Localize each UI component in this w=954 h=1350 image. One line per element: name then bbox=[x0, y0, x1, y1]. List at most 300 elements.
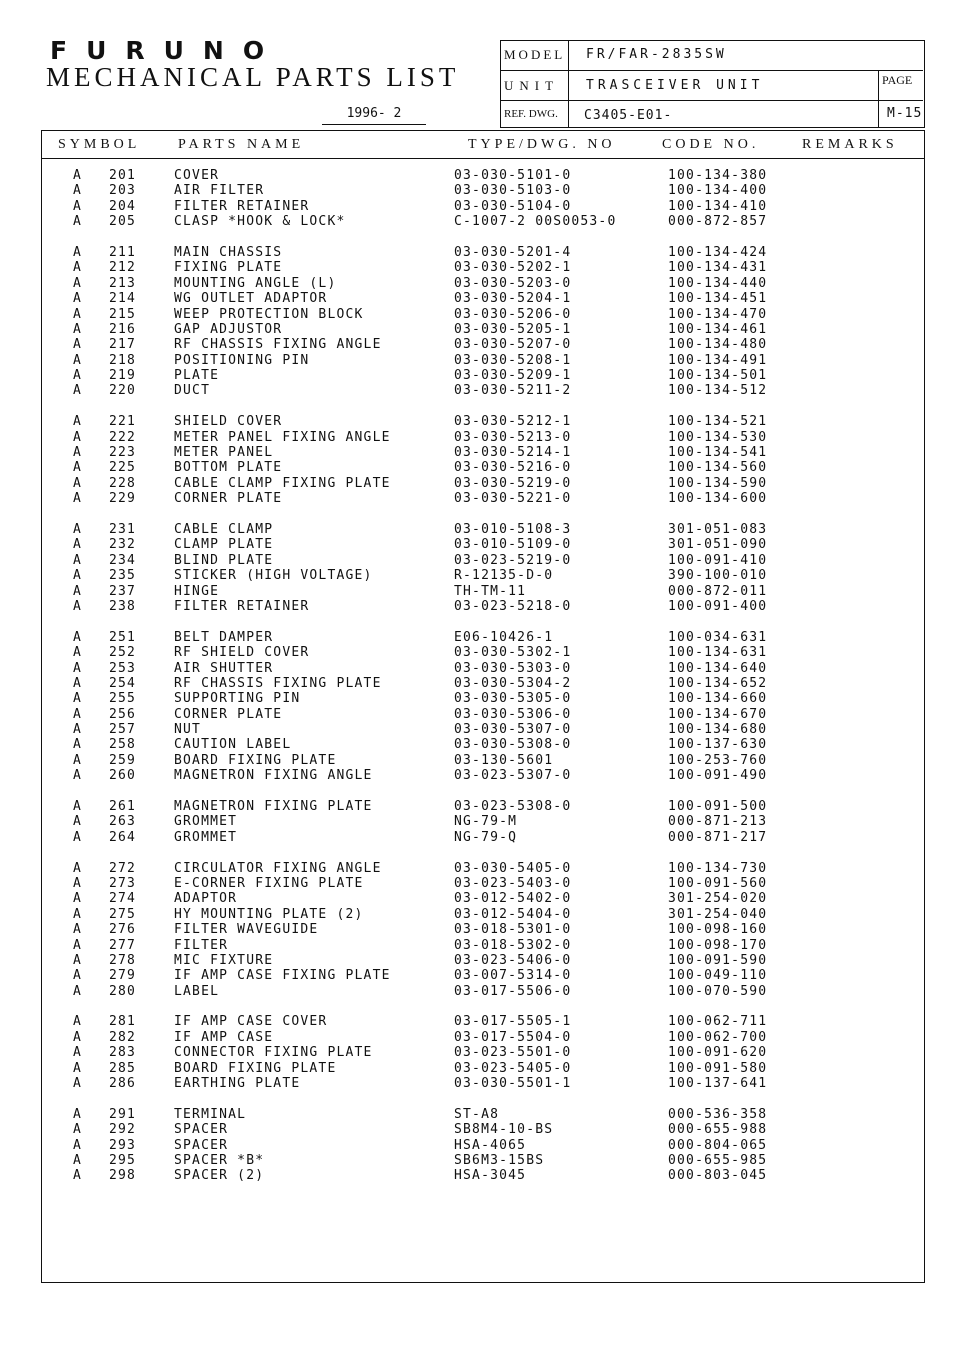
cell-part-name: PLATE bbox=[174, 368, 220, 384]
cell-code-no: 100-049-110 bbox=[668, 968, 768, 984]
table-row bbox=[42, 168, 924, 183]
cell-code-no: 301-051-083 bbox=[668, 521, 768, 537]
cell-symbol: A bbox=[73, 414, 83, 430]
table-row bbox=[42, 861, 924, 876]
cell-number: 264 bbox=[109, 829, 137, 845]
cell-number: 261 bbox=[109, 799, 137, 815]
cell-number: 273 bbox=[109, 875, 137, 891]
cell-part-name: BOARD FIXING PLATE bbox=[174, 1060, 337, 1076]
cell-type-dwg: 03-017-5504-0 bbox=[454, 1029, 572, 1045]
cell-symbol: A bbox=[73, 1122, 83, 1138]
cell-code-no: 100-134-431 bbox=[668, 260, 768, 276]
unit-value: TRASCEIVER UNIT bbox=[586, 78, 764, 93]
cell-type-dwg: 03-030-5501-1 bbox=[454, 1076, 572, 1092]
cell-code-no: 100-134-470 bbox=[668, 306, 768, 322]
cell-symbol: A bbox=[73, 675, 83, 691]
table-row bbox=[42, 337, 924, 352]
cell-code-no: 000-655-985 bbox=[668, 1153, 768, 1168]
table-row bbox=[42, 922, 924, 937]
cell-type-dwg: 03-012-5402-0 bbox=[454, 891, 572, 907]
cell-type-dwg: 03-023-5218-0 bbox=[454, 598, 572, 614]
table-row bbox=[42, 707, 924, 722]
col-type-dwg: TYPE/DWG. NO bbox=[468, 137, 616, 152]
cell-number: 257 bbox=[109, 722, 137, 738]
cell-symbol: A bbox=[73, 260, 83, 276]
cell-code-no: 100-134-670 bbox=[668, 706, 768, 722]
cell-number: 201 bbox=[109, 168, 137, 183]
table-row bbox=[42, 353, 924, 368]
cell-part-name: RF SHIELD COVER bbox=[174, 645, 310, 661]
cell-symbol: A bbox=[73, 737, 83, 753]
cell-code-no: 000-871-217 bbox=[668, 829, 768, 845]
table-row bbox=[42, 984, 924, 999]
table-row bbox=[42, 1168, 924, 1183]
cell-symbol: A bbox=[73, 952, 83, 968]
cell-number: 216 bbox=[109, 321, 137, 337]
cell-code-no: 100-091-500 bbox=[668, 799, 768, 815]
cell-code-no: 100-134-590 bbox=[668, 475, 768, 491]
cell-type-dwg: 03-010-5108-3 bbox=[454, 521, 572, 537]
cell-code-no: 100-134-410 bbox=[668, 198, 768, 214]
table-row bbox=[42, 1076, 924, 1091]
cell-type-dwg: HSA-3045 bbox=[454, 1168, 527, 1184]
cell-code-no: 100-134-501 bbox=[668, 368, 768, 384]
cell-code-no: 100-134-380 bbox=[668, 168, 768, 183]
table-row bbox=[42, 1107, 924, 1122]
column-header-row bbox=[42, 131, 924, 159]
cell-part-name: MAGNETRON FIXING ANGLE bbox=[174, 768, 373, 784]
cell-type-dwg: 03-012-5404-0 bbox=[454, 906, 572, 922]
cell-type-dwg: 03-030-5308-0 bbox=[454, 737, 572, 753]
cell-symbol: A bbox=[73, 768, 83, 784]
table-row bbox=[42, 307, 924, 322]
cell-type-dwg: 03-023-5406-0 bbox=[454, 952, 572, 968]
cell-code-no: 301-254-040 bbox=[668, 906, 768, 922]
cell-number: 291 bbox=[109, 1106, 137, 1122]
cell-type-dwg: 03-030-5213-0 bbox=[454, 429, 572, 445]
cell-code-no: 100-134-521 bbox=[668, 414, 768, 430]
cell-number: 276 bbox=[109, 922, 137, 938]
cell-code-no: 000-655-988 bbox=[668, 1122, 768, 1138]
cell-type-dwg: 03-030-5211-2 bbox=[454, 383, 572, 399]
cell-code-no: 301-051-090 bbox=[668, 537, 768, 553]
cell-type-dwg: 03-023-5403-0 bbox=[454, 875, 572, 891]
cell-symbol: A bbox=[73, 1060, 83, 1076]
cell-symbol: A bbox=[73, 521, 83, 537]
cell-number: 281 bbox=[109, 1014, 137, 1030]
table-row bbox=[42, 414, 924, 429]
cell-code-no: 000-803-045 bbox=[668, 1168, 768, 1184]
cell-type-dwg: 03-018-5301-0 bbox=[454, 922, 572, 938]
table-row bbox=[42, 722, 924, 737]
title-block bbox=[500, 40, 925, 128]
cell-part-name: GROMMET bbox=[174, 829, 238, 845]
cell-symbol: A bbox=[73, 814, 83, 830]
cell-symbol: A bbox=[73, 922, 83, 938]
table-row bbox=[42, 522, 924, 537]
cell-number: 223 bbox=[109, 445, 137, 461]
table-row bbox=[42, 737, 924, 752]
cell-code-no: 100-091-560 bbox=[668, 875, 768, 891]
cell-part-name: IF AMP CASE COVER bbox=[174, 1014, 328, 1030]
cell-type-dwg: TH-TM-11 bbox=[454, 583, 527, 599]
cell-code-no: 000-872-011 bbox=[668, 583, 768, 599]
cell-type-dwg: 03-030-5207-0 bbox=[454, 337, 572, 353]
cell-symbol: A bbox=[73, 552, 83, 568]
cell-part-name: SPACER *B* bbox=[174, 1153, 265, 1168]
table-row bbox=[42, 553, 924, 568]
cell-symbol: A bbox=[73, 645, 83, 661]
table-row bbox=[42, 953, 924, 968]
cell-code-no: 100-134-631 bbox=[668, 645, 768, 661]
cell-type-dwg: 03-018-5302-0 bbox=[454, 937, 572, 953]
cell-part-name: MIC FIXTURE bbox=[174, 952, 274, 968]
table-row bbox=[42, 938, 924, 953]
cell-type-dwg: 03-023-5307-0 bbox=[454, 768, 572, 784]
cell-part-name: CLASP *HOOK & LOCK* bbox=[174, 214, 346, 230]
cell-number: 278 bbox=[109, 952, 137, 968]
cell-number: 225 bbox=[109, 460, 137, 476]
table-row bbox=[42, 491, 924, 506]
cell-part-name: CLAMP PLATE bbox=[174, 537, 274, 553]
cell-part-name: METER PANEL bbox=[174, 445, 274, 461]
table-row bbox=[42, 1014, 924, 1029]
cell-part-name: IF AMP CASE bbox=[174, 1029, 274, 1045]
cell-code-no: 100-134-680 bbox=[668, 722, 768, 738]
cell-symbol: A bbox=[73, 183, 83, 199]
cell-type-dwg: 03-023-5405-0 bbox=[454, 1060, 572, 1076]
cell-number: 251 bbox=[109, 629, 137, 645]
cell-symbol: A bbox=[73, 691, 83, 707]
cell-part-name: METER PANEL FIXING ANGLE bbox=[174, 429, 391, 445]
cell-type-dwg: 03-030-5202-1 bbox=[454, 260, 572, 276]
cell-part-name: TERMINAL bbox=[174, 1106, 247, 1122]
cell-number: 254 bbox=[109, 675, 137, 691]
model-label: MODEL bbox=[504, 47, 566, 62]
cell-type-dwg: 03-017-5505-1 bbox=[454, 1014, 572, 1030]
cell-number: 253 bbox=[109, 660, 137, 676]
cell-part-name: STICKER (HIGH VOLTAGE) bbox=[174, 568, 373, 584]
cell-code-no: 100-098-170 bbox=[668, 937, 768, 953]
cell-symbol: A bbox=[73, 722, 83, 738]
table-row bbox=[42, 260, 924, 275]
cell-part-name: AIR FILTER bbox=[174, 183, 265, 199]
cell-symbol: A bbox=[73, 168, 83, 183]
cell-symbol: A bbox=[73, 983, 83, 999]
table-row bbox=[42, 599, 924, 614]
cell-symbol: A bbox=[73, 583, 83, 599]
cell-code-no: 100-134-652 bbox=[668, 675, 768, 691]
cell-symbol: A bbox=[73, 321, 83, 337]
cell-number: 213 bbox=[109, 275, 137, 291]
unit-label: UNIT bbox=[504, 78, 560, 93]
cell-code-no: 000-871-213 bbox=[668, 814, 768, 830]
cell-type-dwg: 03-030-5307-0 bbox=[454, 722, 572, 738]
cell-part-name: EARTHING PLATE bbox=[174, 1076, 301, 1092]
cell-number: 272 bbox=[109, 860, 137, 876]
cell-type-dwg: 03-030-5201-4 bbox=[454, 244, 572, 260]
cell-type-dwg: R-12135-D-0 bbox=[454, 568, 554, 584]
cell-code-no: 100-134-461 bbox=[668, 321, 768, 337]
table-row bbox=[42, 814, 924, 829]
page-label: PAGE bbox=[882, 73, 913, 87]
cell-symbol: A bbox=[73, 445, 83, 461]
cell-code-no: 000-804-065 bbox=[668, 1137, 768, 1153]
table-row bbox=[42, 891, 924, 906]
cell-part-name: CONNECTOR FIXING PLATE bbox=[174, 1045, 373, 1061]
cell-code-no: 100-034-631 bbox=[668, 629, 768, 645]
cell-symbol: A bbox=[73, 537, 83, 553]
cell-part-name: IF AMP CASE FIXING PLATE bbox=[174, 968, 391, 984]
table-row bbox=[42, 214, 924, 229]
cell-symbol: A bbox=[73, 337, 83, 353]
cell-type-dwg: 03-023-5501-0 bbox=[454, 1045, 572, 1061]
cell-number: 238 bbox=[109, 598, 137, 614]
cell-type-dwg: 03-130-5601 bbox=[454, 752, 554, 768]
cell-symbol: A bbox=[73, 829, 83, 845]
cell-symbol: A bbox=[73, 860, 83, 876]
cell-type-dwg: 03-030-5303-0 bbox=[454, 660, 572, 676]
cell-part-name: RF CHASSIS FIXING ANGLE bbox=[174, 337, 382, 353]
cell-code-no: 100-134-530 bbox=[668, 429, 768, 445]
cell-symbol: A bbox=[73, 660, 83, 676]
cell-number: 263 bbox=[109, 814, 137, 830]
cell-symbol: A bbox=[73, 1106, 83, 1122]
cell-symbol: A bbox=[73, 1076, 83, 1092]
cell-part-name: GROMMET bbox=[174, 814, 238, 830]
cell-number: 295 bbox=[109, 1153, 137, 1168]
cell-number: 260 bbox=[109, 768, 137, 784]
cell-type-dwg: 03-017-5506-0 bbox=[454, 983, 572, 999]
cell-part-name: FILTER RETAINER bbox=[174, 598, 310, 614]
cell-symbol: A bbox=[73, 306, 83, 322]
cell-symbol: A bbox=[73, 1137, 83, 1153]
cell-type-dwg: 03-030-5219-0 bbox=[454, 475, 572, 491]
cell-number: 283 bbox=[109, 1045, 137, 1061]
cell-part-name: CORNER PLATE bbox=[174, 706, 283, 722]
cell-symbol: A bbox=[73, 706, 83, 722]
table-row bbox=[42, 1030, 924, 1045]
cell-type-dwg: 03-030-5103-0 bbox=[454, 183, 572, 199]
cell-part-name: BOTTOM PLATE bbox=[174, 460, 283, 476]
cell-number: 256 bbox=[109, 706, 137, 722]
cell-symbol: A bbox=[73, 937, 83, 953]
cell-number: 234 bbox=[109, 552, 137, 568]
cell-number: 219 bbox=[109, 368, 137, 384]
cell-code-no: 100-134-600 bbox=[668, 491, 768, 507]
col-parts-name: PARTS NAME bbox=[178, 137, 305, 152]
cell-symbol: A bbox=[73, 383, 83, 399]
brand-logo: FURUNO bbox=[50, 36, 284, 65]
table-row bbox=[42, 1138, 924, 1153]
table-row bbox=[42, 768, 924, 783]
parts-rows bbox=[42, 168, 924, 1184]
cell-part-name: POSITIONING PIN bbox=[174, 352, 310, 368]
cell-number: 218 bbox=[109, 352, 137, 368]
table-row bbox=[42, 968, 924, 983]
cell-part-name: RF CHASSIS FIXING PLATE bbox=[174, 675, 382, 691]
table-row bbox=[42, 245, 924, 260]
table-row bbox=[42, 799, 924, 814]
cell-type-dwg: 03-030-5305-0 bbox=[454, 691, 572, 707]
cell-number: 222 bbox=[109, 429, 137, 445]
cell-symbol: A bbox=[73, 368, 83, 384]
cell-part-name: SHIELD COVER bbox=[174, 414, 283, 430]
cell-type-dwg: 03-030-5212-1 bbox=[454, 414, 572, 430]
col-symbol: SYMBOL bbox=[58, 137, 141, 152]
cell-symbol: A bbox=[73, 1014, 83, 1030]
cell-number: 275 bbox=[109, 906, 137, 922]
parts-table bbox=[41, 130, 925, 1283]
cell-number: 212 bbox=[109, 260, 137, 276]
cell-symbol: A bbox=[73, 214, 83, 230]
table-row bbox=[42, 645, 924, 660]
table-row bbox=[42, 183, 924, 198]
cell-code-no: 100-134-560 bbox=[668, 460, 768, 476]
table-row bbox=[42, 691, 924, 706]
cell-code-no: 100-134-400 bbox=[668, 183, 768, 199]
cell-code-no: 100-134-640 bbox=[668, 660, 768, 676]
cell-part-name: HINGE bbox=[174, 583, 220, 599]
cell-code-no: 100-134-440 bbox=[668, 275, 768, 291]
table-row bbox=[42, 460, 924, 475]
cell-code-no: 100-098-160 bbox=[668, 922, 768, 938]
cell-part-name: CIRCULATOR FIXING ANGLE bbox=[174, 860, 382, 876]
cell-number: 286 bbox=[109, 1076, 137, 1092]
cell-part-name: SPACER bbox=[174, 1122, 229, 1138]
table-row bbox=[42, 830, 924, 845]
cell-number: 204 bbox=[109, 198, 137, 214]
cell-symbol: A bbox=[73, 568, 83, 584]
cell-type-dwg: 03-023-5308-0 bbox=[454, 799, 572, 815]
cell-code-no: 100-070-590 bbox=[668, 983, 768, 999]
cell-part-name: BLIND PLATE bbox=[174, 552, 274, 568]
cell-number: 203 bbox=[109, 183, 137, 199]
cell-number: 277 bbox=[109, 937, 137, 953]
cell-type-dwg: 03-030-5204-1 bbox=[454, 291, 572, 307]
cell-number: 211 bbox=[109, 244, 137, 260]
cell-symbol: A bbox=[73, 906, 83, 922]
col-remarks: REMARKS bbox=[802, 137, 898, 152]
table-row bbox=[42, 907, 924, 922]
table-row bbox=[42, 753, 924, 768]
cell-type-dwg: 03-007-5314-0 bbox=[454, 968, 572, 984]
cell-symbol: A bbox=[73, 629, 83, 645]
table-row bbox=[42, 322, 924, 337]
cell-symbol: A bbox=[73, 198, 83, 214]
cell-type-dwg: 03-030-5216-0 bbox=[454, 460, 572, 476]
cell-code-no: 100-091-590 bbox=[668, 952, 768, 968]
cell-symbol: A bbox=[73, 352, 83, 368]
cell-number: 235 bbox=[109, 568, 137, 584]
ref-dwg-label: REF. DWG. bbox=[504, 108, 558, 120]
cell-number: 214 bbox=[109, 291, 137, 307]
cell-code-no: 100-134-730 bbox=[668, 860, 768, 876]
cell-part-name: CAUTION LABEL bbox=[174, 737, 292, 753]
cell-number: 258 bbox=[109, 737, 137, 753]
cell-code-no: 100-137-641 bbox=[668, 1076, 768, 1092]
table-row bbox=[42, 476, 924, 491]
cell-symbol: A bbox=[73, 1153, 83, 1168]
cell-number: 231 bbox=[109, 521, 137, 537]
cell-number: 274 bbox=[109, 891, 137, 907]
cell-part-name: COVER bbox=[174, 168, 220, 183]
cell-code-no: 100-137-630 bbox=[668, 737, 768, 753]
cell-code-no: 100-253-760 bbox=[668, 752, 768, 768]
cell-number: 228 bbox=[109, 475, 137, 491]
cell-type-dwg: 03-030-5101-0 bbox=[454, 168, 572, 183]
cell-symbol: A bbox=[73, 475, 83, 491]
cell-part-name: CABLE CLAMP bbox=[174, 521, 274, 537]
cell-symbol: A bbox=[73, 244, 83, 260]
cell-part-name: DUCT bbox=[174, 383, 211, 399]
cell-code-no: 100-091-580 bbox=[668, 1060, 768, 1076]
issue-date: 1996- 2 bbox=[322, 106, 426, 125]
ref-dwg-value: C3405-E01- bbox=[584, 108, 673, 123]
table-row bbox=[42, 368, 924, 383]
cell-part-name: E-CORNER FIXING PLATE bbox=[174, 875, 364, 891]
cell-part-name: WEEP PROTECTION BLOCK bbox=[174, 306, 364, 322]
cell-type-dwg: C-1007-2 00S0053-0 bbox=[454, 214, 617, 230]
cell-number: 205 bbox=[109, 214, 137, 230]
cell-symbol: A bbox=[73, 799, 83, 815]
cell-type-dwg: 03-030-5214-1 bbox=[454, 445, 572, 461]
cell-symbol: A bbox=[73, 752, 83, 768]
cell-part-name: HY MOUNTING PLATE (2) bbox=[174, 906, 364, 922]
table-row bbox=[42, 568, 924, 583]
cell-type-dwg: 03-010-5109-0 bbox=[454, 537, 572, 553]
table-row bbox=[42, 584, 924, 599]
table-row bbox=[42, 876, 924, 891]
cell-type-dwg: HSA-4065 bbox=[454, 1137, 527, 1153]
cell-part-name: MAIN CHASSIS bbox=[174, 244, 283, 260]
table-row bbox=[42, 537, 924, 552]
cell-part-name: BOARD FIXING PLATE bbox=[174, 752, 337, 768]
table-row bbox=[42, 630, 924, 645]
table-row bbox=[42, 1061, 924, 1076]
cell-part-name: WG OUTLET ADAPTOR bbox=[174, 291, 328, 307]
cell-type-dwg: NG-79-M bbox=[454, 814, 518, 830]
cell-part-name: NUT bbox=[174, 722, 202, 738]
cell-code-no: 100-091-490 bbox=[668, 768, 768, 784]
cell-part-name: SPACER (2) bbox=[174, 1168, 265, 1184]
cell-symbol: A bbox=[73, 291, 83, 307]
table-row bbox=[42, 1045, 924, 1060]
cell-type-dwg: 03-030-5304-2 bbox=[454, 675, 572, 691]
cell-type-dwg: 03-030-5209-1 bbox=[454, 368, 572, 384]
cell-symbol: A bbox=[73, 1029, 83, 1045]
table-row bbox=[42, 430, 924, 445]
cell-number: 282 bbox=[109, 1029, 137, 1045]
cell-part-name: FILTER bbox=[174, 937, 229, 953]
cell-number: 292 bbox=[109, 1122, 137, 1138]
cell-code-no: 100-062-711 bbox=[668, 1014, 768, 1030]
table-row bbox=[42, 661, 924, 676]
cell-code-no: 100-134-660 bbox=[668, 691, 768, 707]
cell-part-name: FILTER RETAINER bbox=[174, 198, 310, 214]
cell-code-no: 100-091-400 bbox=[668, 598, 768, 614]
cell-code-no: 100-134-512 bbox=[668, 383, 768, 399]
cell-number: 285 bbox=[109, 1060, 137, 1076]
cell-code-no: 100-091-410 bbox=[668, 552, 768, 568]
table-row bbox=[42, 291, 924, 306]
cell-number: 237 bbox=[109, 583, 137, 599]
table-row bbox=[42, 383, 924, 398]
cell-symbol: A bbox=[73, 875, 83, 891]
cell-symbol: A bbox=[73, 429, 83, 445]
cell-code-no: 390-100-010 bbox=[668, 568, 768, 584]
cell-number: 279 bbox=[109, 968, 137, 984]
